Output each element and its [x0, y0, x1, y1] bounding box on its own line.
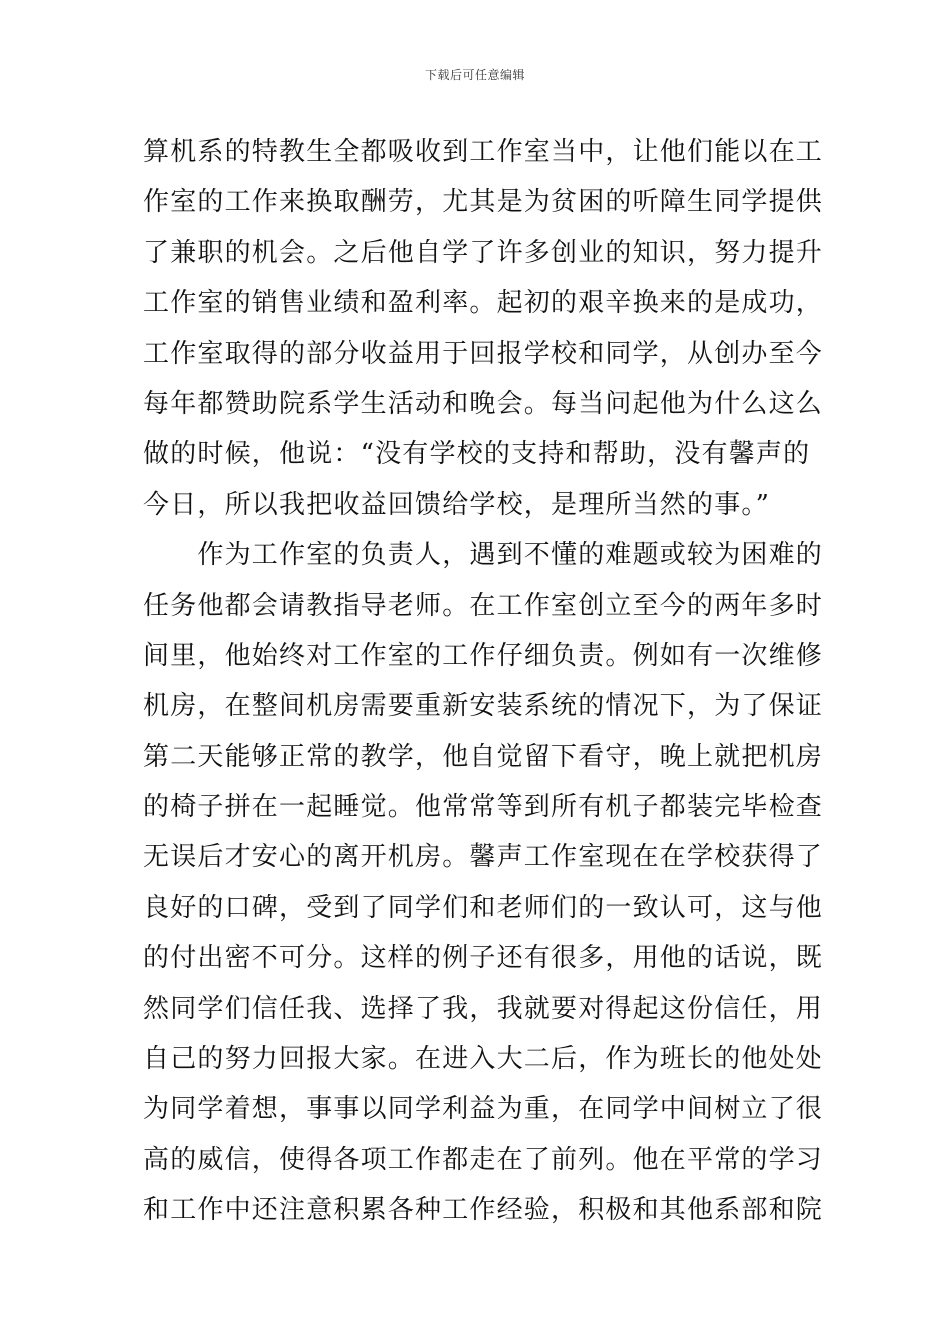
- text-line: 做的时候，他说：“没有学校的支持和帮助，没有馨声的: [143, 439, 811, 470]
- text-line: 和工作中还注意积累各种工作经验，积极和其他系部和院: [143, 1195, 824, 1226]
- text-line: 高的威信，使得各项工作都走在了前列。他在平常的学习: [143, 1144, 824, 1175]
- text-line: 作室的工作来换取酬劳，尤其是为贫困的听障生同学提供: [143, 187, 824, 218]
- text-line: 算机系的特教生全都吸收到工作室当中，让他们能以在工: [143, 137, 824, 167]
- text-line: 工作室取得的部分收益用于回报学校和同学，从创办至今: [143, 338, 824, 369]
- text-line: 间里，他始终对工作室的工作仔细负责。例如有一次维修: [143, 640, 824, 671]
- body-text: [143, 127, 824, 1236]
- text-line: 良好的口碑，受到了同学们和老师们的一致认可，这与他: [143, 892, 824, 923]
- text-line: 工作室的销售业绩和盈利率。起初的艰辛换来的是成功，: [143, 288, 824, 319]
- text-line: 任务他都会请教指导老师。在工作室创立至今的两年多时: [143, 590, 824, 621]
- text-line: 然同学们信任我、选择了我，我就要对得起这份信任，用: [143, 993, 824, 1024]
- text-line: 无误后才安心的离开机房。馨声工作室现在在学校获得了: [143, 842, 824, 873]
- text-line: 自己的努力回报大家。在进入大二后，作为班长的他处处: [143, 1044, 824, 1075]
- text-line: 的椅子拼在一起睡觉。他常常等到所有机子都装完毕检查: [143, 792, 824, 823]
- text-line: 机房，在整间机房需要重新安装系统的情况下，为了保证: [143, 691, 824, 722]
- text-line: 第二天能够正常的教学，他自觉留下看守，晚上就把机房: [143, 741, 824, 772]
- text-line: 今日，所以我把收益回馈给学校，是理所当然的事。”: [143, 489, 771, 520]
- text-line: 的付出密不可分。这样的例子还有很多，用他的话说，既: [143, 943, 824, 974]
- text-line: 为同学着想，事事以同学利益为重，在同学中间树立了很: [143, 1094, 824, 1125]
- text-line: 了兼职的机会。之后他自学了许多创业的知识，努力提升: [143, 237, 824, 268]
- paragraph-start-line: 作为工作室的负责人，遇到不懂的难题或较为困难的: [143, 540, 824, 571]
- text-line: 每年都赞助院系学生活动和晚会。每当问起他为什么这么: [143, 388, 824, 419]
- page-header: 下载后可任意编辑: [424, 68, 525, 82]
